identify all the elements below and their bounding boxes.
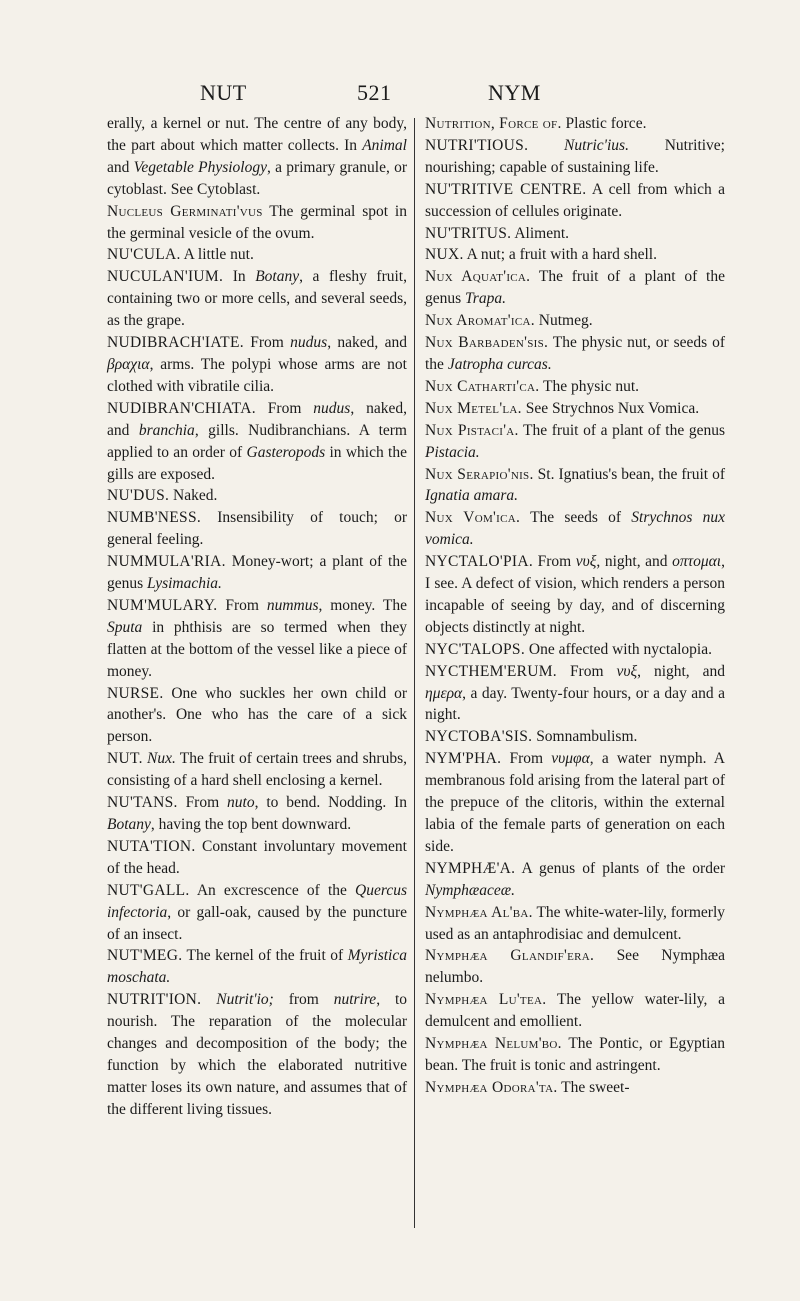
left-column: [107, 113, 407, 1121]
entry-text: , naked, and: [107, 399, 407, 439]
dictionary-entry: [107, 595, 407, 683]
entry-text: The white-water-lily, formerly used as an antaphrodisiac and demulcent.: [425, 903, 725, 943]
entry-headword: NU'DUS.: [107, 487, 170, 505]
right-column: [425, 113, 725, 1099]
dictionary-entry: [425, 661, 725, 727]
dictionary-entry: [425, 420, 725, 464]
entry-headword: NU'TANS.: [107, 794, 178, 812]
column-divider: [414, 118, 415, 1228]
entry-italic-text: βραχια: [107, 355, 150, 373]
entry-headword: NYMPHÆ'A.: [425, 859, 516, 877]
entry-text: In: [223, 268, 256, 286]
entry-text: [201, 991, 216, 1008]
page-header: [200, 80, 580, 106]
entry-text: The physic nut, or seeds of the: [425, 334, 725, 373]
entry-text: Aliment.: [511, 224, 570, 242]
entry-text: Insensibility of touch; or general feeling.: [107, 509, 407, 549]
dictionary-entry: [107, 748, 407, 792]
dictionary-entry: [425, 310, 725, 332]
dictionary-entry: [425, 748, 725, 858]
entry-italic-text: Lysimachia.: [147, 575, 222, 593]
entry-text: , arms. The polypi whose arms are not clothed with vibratile cilia.: [107, 355, 407, 395]
entry-text: Nutmeg.: [534, 312, 593, 330]
entry-headword: Nux Vom'ica.: [425, 509, 521, 527]
entry-text: , having the top bent downward.: [150, 816, 352, 833]
entry-text: Nutritive; nourishing; capable of sustaining life.: [425, 136, 725, 176]
entry-text: A little nut.: [180, 246, 254, 264]
entry-italic-text: Nymphæaceæ.: [425, 881, 515, 899]
entry-italic-text: Ignatia amara.: [425, 487, 518, 505]
entry-headword: NYC'TALOPS.: [425, 640, 526, 658]
entry-text: The germinal spot in the germinal vesicle of the ovum.: [107, 202, 407, 242]
entry-headword: Nux Barbaden'sis.: [425, 334, 549, 352]
entry-text: The yellow water-lily, a demulcent and emollient.: [425, 991, 725, 1031]
entry-italic-text: Nux.: [147, 750, 176, 768]
entry-italic-text: Trapa.: [465, 290, 506, 308]
entry-text: , a water nymph. A membranous fold arising from the lateral part of the prepuce of the clitoris, within the external labia of the female parts of generation on each side.: [425, 750, 725, 855]
dictionary-entry: [425, 464, 725, 508]
entry-text: The seeds of: [520, 509, 632, 527]
entry-italic-text: οπτομαι: [672, 553, 722, 571]
entry-text: From: [177, 794, 228, 812]
entry-headword: Nux Aquat'ica.: [425, 268, 531, 286]
entry-text: , money. The: [318, 596, 407, 614]
dictionary-entry: [425, 113, 725, 135]
dictionary-entry: [425, 135, 725, 179]
entry-italic-text: νυξ: [575, 553, 597, 571]
entry-text: The fruit of a plant of the genus: [518, 421, 725, 439]
dictionary-entry: [107, 201, 407, 245]
entry-text: , a day. Twenty-four hours, or a day and a night.: [425, 684, 725, 724]
entry-text: The sweet-: [557, 1078, 630, 1096]
entry-text: , to bend. Nodding. In: [254, 794, 407, 812]
entry-text: A nut; a fruit with a hard shell.: [463, 246, 657, 264]
entry-text: [528, 137, 564, 154]
entry-headword: NUTRIT'ION.: [107, 991, 202, 1009]
entry-italic-text: νυξ: [616, 662, 638, 680]
entry-text: , I see. A defect of vision, which renders a person incapable of seeing by day, and of discerning objects distinctly at night.: [425, 553, 725, 636]
entry-text: , night, and: [596, 553, 673, 571]
dictionary-entry: [425, 266, 725, 310]
entry-headword: Nutrition, Force of.: [425, 115, 562, 132]
header-right-guide-word: NYM: [488, 80, 541, 105]
entry-headword: NYCTHEM'ERUM.: [425, 662, 557, 680]
dictionary-entry: [425, 1033, 725, 1077]
entry-text: The fruit of certain trees and shrubs, consisting of a hard shell enclosing a kernel.: [107, 750, 407, 790]
entry-italic-text: Animal: [362, 136, 407, 154]
entry-headword: Nux Serapio'nis.: [425, 465, 534, 483]
dictionary-entry: [107, 836, 407, 880]
entry-headword: Nymphæa Lu'tea.: [425, 991, 547, 1009]
entry-text: Somnambulism.: [532, 728, 638, 746]
entry-text: From: [255, 399, 314, 417]
entry-text: From: [533, 553, 576, 571]
dictionary-entry: [425, 551, 725, 639]
header-left-guide-word: NUT: [200, 80, 247, 105]
dictionary-entry: [107, 945, 407, 989]
entry-italic-text: Strychnos nux vomica.: [425, 509, 725, 549]
entry-text: From: [243, 334, 291, 352]
entry-headword: NUTA'TION.: [107, 837, 196, 855]
dictionary-entry: [107, 244, 407, 266]
entry-text: , a fleshy fruit, containing two or more cells, and several seeds, as the grape.: [107, 268, 407, 330]
entry-text: The Pontic, or Egyptian bean. The fruit is tonic and astringent.: [425, 1035, 725, 1074]
entry-headword: NYCTALO'PIA.: [425, 553, 534, 571]
entry-headword: NYCTOBA'SIS.: [425, 728, 533, 746]
dictionary-entry: [107, 880, 407, 946]
entry-headword: NU'TRITUS.: [425, 224, 512, 242]
dictionary-entry: [107, 332, 407, 398]
entry-headword: NUMB'NESS.: [107, 509, 202, 527]
entry-headword: Nux Pistaci'a.: [425, 421, 519, 439]
entry-text: A genus of plants of the order: [515, 859, 725, 877]
entry-text: One who suckles her own child or another's. One who has the care of a sick person.: [107, 684, 407, 746]
entry-headword: NU'TRITIVE CENTRE.: [425, 180, 587, 198]
dictionary-entry: [425, 639, 725, 661]
entry-italic-text: nudus: [313, 399, 351, 417]
page-number: 521: [357, 80, 392, 105]
entry-headword: NUTRI'TIOUS.: [425, 136, 529, 154]
dictionary-entry: [425, 376, 725, 398]
dictionary-entry: [107, 551, 407, 595]
entry-headword: NUCULAN'IUM.: [107, 268, 224, 286]
entry-text: from: [273, 991, 334, 1009]
entry-headword: Nymphæa Al'ba.: [425, 903, 533, 921]
entry-headword: Nux Aromat'ica.: [425, 312, 535, 330]
entry-italic-text: ημερα: [425, 684, 463, 702]
entry-italic-text: nuto: [227, 794, 255, 812]
entry-italic-text: Nutrit'io;: [216, 991, 274, 1009]
dictionary-entry: [425, 244, 725, 266]
entry-text: The kernel of the fruit of: [182, 947, 348, 965]
dictionary-entry: [425, 1077, 725, 1099]
entry-headword: NUX.: [425, 246, 464, 264]
entry-text: Constant involuntary movement of the head.: [107, 837, 407, 877]
entry-headword: Nymphæa Nelum'bo.: [425, 1035, 562, 1053]
entry-headword: NU'CULA.: [107, 246, 181, 264]
entry-italic-text: Jatropha curcas.: [447, 355, 552, 373]
entry-text: The fruit of a plant of the genus: [425, 268, 725, 308]
entry-text: See Strychnos Nux Vomica.: [521, 399, 700, 417]
entry-italic-text: nutrire: [333, 991, 377, 1009]
dictionary-entry: [425, 726, 725, 748]
entry-text: , to nourish. The reparation of the molecular changes and decomposition of the body; the function by which the elaborated nutritive matter loses its own nature, and assumes that of the different living tissues.: [107, 991, 407, 1118]
entry-text: See Nymphæa nelumbo.: [425, 947, 725, 987]
dictionary-entry: [107, 266, 407, 332]
dictionary-entry: [425, 858, 725, 902]
dictionary-entry: [425, 332, 725, 376]
entry-text: in which the gills are exposed.: [107, 443, 407, 483]
entry-headword: NYM'PHA.: [425, 750, 502, 768]
dictionary-entry: [425, 398, 725, 420]
dictionary-entry: [425, 223, 725, 245]
entry-italic-text: Sputa: [107, 618, 143, 636]
entry-text: , gills. Nudibranchians. A term applied to an order of: [107, 421, 407, 461]
entry-headword: Nucleus Germinati'vus: [107, 202, 263, 220]
entry-text: in phthisis are so termed when they flatten at the bottom of the vessel like a piece of money.: [107, 618, 407, 680]
dictionary-entry: [425, 507, 725, 551]
dictionary-entry: [107, 113, 407, 201]
dictionary-entry: [425, 945, 725, 989]
dictionary-entry: [425, 989, 725, 1033]
entry-italic-text: Nutric'ius.: [564, 136, 629, 154]
entry-headword: Nux Metel'la.: [425, 399, 522, 417]
dictionary-entry: [107, 485, 407, 507]
entry-italic-text: Pistacia.: [425, 443, 480, 461]
entry-text: The physic nut.: [539, 377, 640, 395]
entry-headword: Nux Catharti'ca.: [425, 377, 540, 395]
entry-headword: NURSE.: [107, 684, 164, 702]
entry-text: From: [217, 596, 267, 614]
entry-text: From: [501, 750, 552, 768]
dictionary-entry: [107, 989, 407, 1120]
entry-headword: Nymphæa Odora'ta.: [425, 1078, 558, 1096]
dictionary-entry: [107, 398, 407, 486]
dictionary-entry: [107, 792, 407, 836]
dictionary-entry: [107, 683, 407, 749]
entry-text: erally, a kernel or nut. The centre of any body, the part about which matter collects. In: [107, 115, 407, 154]
dictionary-entry: [425, 179, 725, 223]
entry-text: Money-wort; a plant of the genus: [107, 553, 407, 593]
entry-headword: NUT'GALL.: [107, 881, 190, 899]
entry-text: One affected with nyctalopia.: [525, 640, 712, 658]
entry-text: , a primary granule, or cytoblast. See Cytoblast.: [107, 158, 407, 198]
dictionary-entry: [107, 507, 407, 551]
entry-italic-text: branchia: [138, 421, 195, 439]
entry-text: and: [107, 158, 134, 176]
entry-headword: NUM'MULARY.: [107, 596, 218, 614]
entry-text: An excrescence of the: [189, 881, 356, 899]
entry-text: Plastic force.: [561, 115, 647, 132]
entry-text: , naked, and: [327, 334, 408, 352]
entry-headword: NUDIBRAN'CHIATA.: [107, 399, 256, 417]
entry-text: St. Ignatius's bean, the fruit of: [533, 465, 725, 483]
entry-text: , night, and: [637, 662, 726, 680]
entry-italic-text: nudus: [290, 334, 328, 352]
entry-text: A cell from which a succession of cellules originate.: [425, 180, 725, 220]
entry-text: Naked.: [169, 487, 218, 505]
entry-headword: NUT'MEG.: [107, 947, 183, 965]
entry-italic-text: Quercus infectoria: [107, 881, 407, 921]
entry-headword: NUT.: [107, 750, 143, 768]
entry-text: , or gall-oak, caused by the puncture of an insect.: [107, 903, 407, 943]
entry-headword: Nymphæa Glandif'era.: [425, 947, 595, 965]
entry-headword: NUMMULA'RIA.: [107, 553, 226, 571]
entry-italic-text: Botany: [107, 816, 151, 833]
entry-text: From: [557, 662, 617, 680]
entry-italic-text: Vegetable Physiology: [133, 158, 267, 176]
entry-headword: NUDIBRACH'IATE.: [107, 334, 244, 352]
entry-italic-text: Myristica moschata.: [107, 947, 407, 987]
entry-italic-text: νυμφα: [551, 750, 590, 768]
entry-italic-text: Gasteropods: [246, 443, 326, 461]
entry-italic-text: Botany: [255, 268, 300, 286]
dictionary-entry: [425, 902, 725, 946]
entry-italic-text: nummus: [266, 596, 319, 614]
